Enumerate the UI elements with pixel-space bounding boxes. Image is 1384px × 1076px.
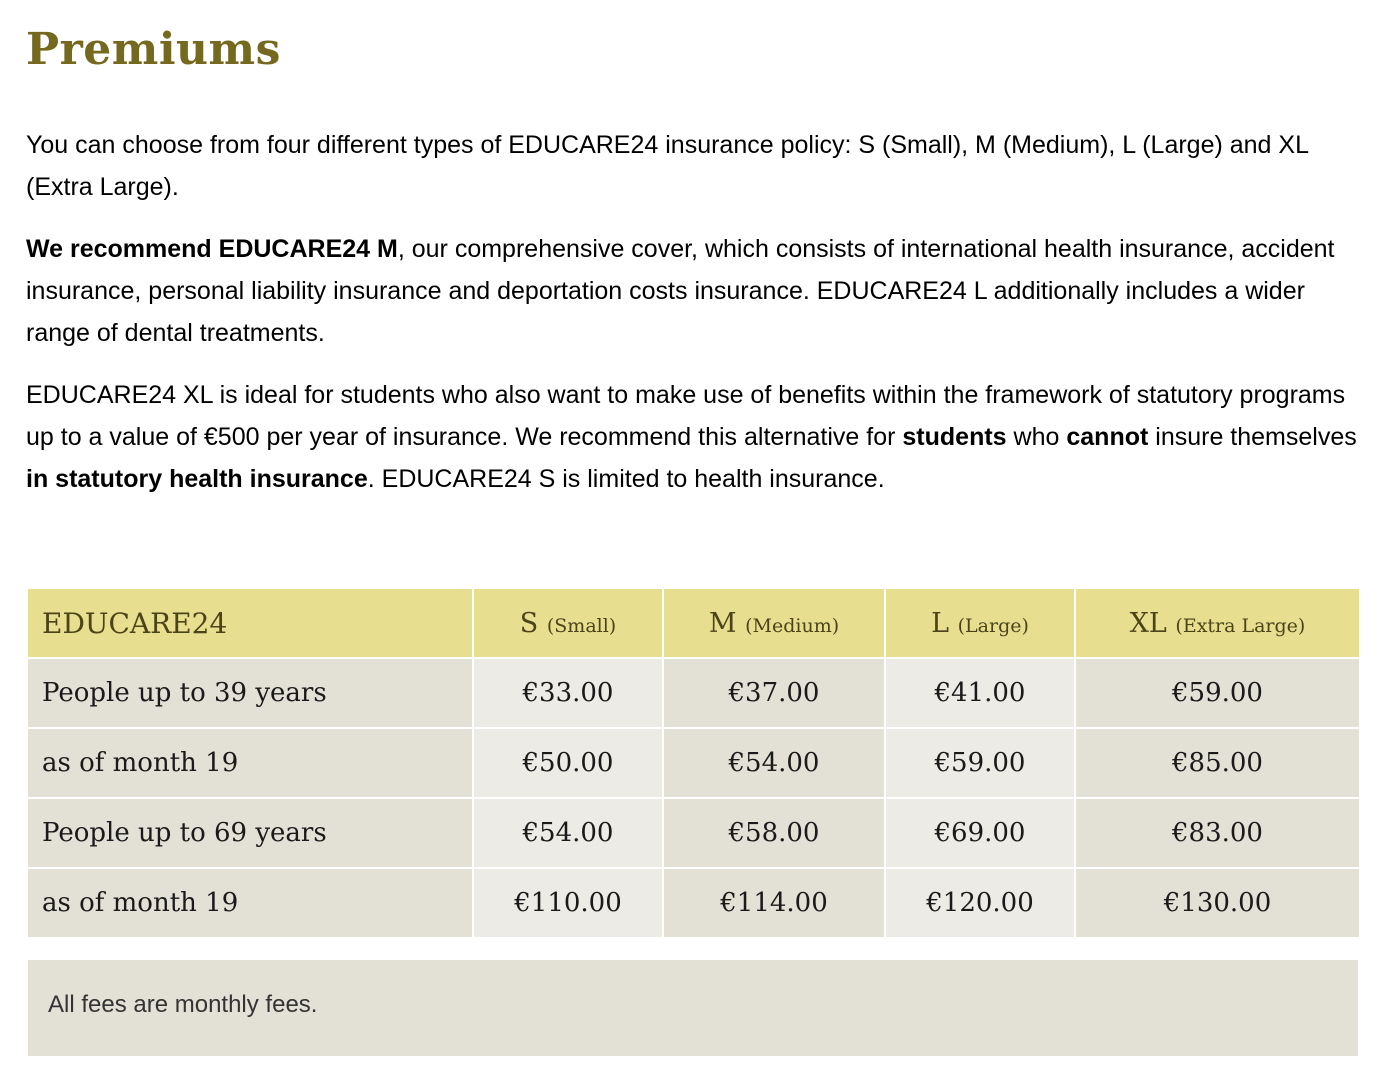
p3-bold-statutory: in statutory health insurance: [26, 465, 368, 493]
intro-paragraph-2-text: , our comprehensive cover, which consists of international health insurance, accident insurance, personal liability insurance and deportation costs insurance. EDUCARE24 L additionally includes a wider range of dental treatments.: [26, 235, 1335, 347]
table-row: [27, 868, 1360, 938]
price-cell: €33.00: [473, 658, 663, 728]
plan-code: L: [931, 607, 950, 639]
price-cell: €54.00: [663, 728, 885, 798]
row-label: as of month 19: [27, 868, 473, 938]
p3-bold-students: students: [902, 423, 1007, 451]
intro-paragraph-1-text: You can choose from four different types of EDUCARE24 insurance policy: S (Small), M (Medium), L (Large) and XL (Extra Large).: [26, 131, 1309, 201]
page-title: Premiums: [26, 24, 281, 75]
intro-paragraph-3: [26, 374, 1358, 500]
price-cell: €59.00: [1075, 658, 1360, 728]
p3-text-4: . EDUCARE24 S is limited to health insurance.: [367, 465, 885, 493]
row-label: People up to 69 years: [27, 798, 473, 868]
table-row: [27, 728, 1360, 798]
premiums-table: [26, 587, 1361, 939]
header-label: EDUCARE24: [27, 588, 473, 658]
p3-text-1: EDUCARE24 XL is ideal for students who also want to make use of benefits within the framework of statutory programs up to a value of €500 per year of insurance. We recommend this alternative for: [26, 381, 1346, 451]
price-cell: €83.00: [1075, 798, 1360, 868]
fees-note: All fees are monthly fees.: [28, 960, 1358, 1056]
header-plan-m: [663, 588, 885, 658]
intro-text: [26, 124, 1358, 520]
price-cell: €37.00: [663, 658, 885, 728]
row-label: People up to 39 years: [27, 658, 473, 728]
plan-code: S: [519, 607, 539, 639]
plan-name: (Small): [546, 614, 617, 637]
table-row: [27, 798, 1360, 868]
p3-text-3: insure themselves: [1148, 423, 1357, 451]
price-cell: €54.00: [473, 798, 663, 868]
price-cell: €120.00: [885, 868, 1075, 938]
price-cell: €59.00: [885, 728, 1075, 798]
p3-bold-cannot: cannot: [1066, 423, 1149, 451]
price-cell: €130.00: [1075, 868, 1360, 938]
table-header-row: [27, 588, 1360, 658]
header-plan-l: [885, 588, 1075, 658]
price-cell: €110.00: [473, 868, 663, 938]
price-cell: €58.00: [663, 798, 885, 868]
plan-name: (Large): [957, 614, 1029, 637]
price-cell: €50.00: [473, 728, 663, 798]
plan-name: (Extra Large): [1175, 614, 1306, 637]
price-cell: €69.00: [885, 798, 1075, 868]
row-label: as of month 19: [27, 728, 473, 798]
price-cell: €41.00: [885, 658, 1075, 728]
price-cell: €114.00: [663, 868, 885, 938]
plan-name: (Medium): [745, 614, 840, 637]
p3-text-2: who: [1006, 423, 1067, 451]
recommendation-bold: We recommend EDUCARE24 M: [26, 235, 398, 263]
intro-paragraph-1: [26, 124, 1358, 208]
intro-paragraph-2: [26, 228, 1358, 354]
header-plan-xl: [1075, 588, 1360, 658]
price-cell: €85.00: [1075, 728, 1360, 798]
table-row: [27, 658, 1360, 728]
plan-code: XL: [1129, 607, 1167, 639]
header-plan-s: [473, 588, 663, 658]
plan-code: M: [708, 607, 737, 639]
